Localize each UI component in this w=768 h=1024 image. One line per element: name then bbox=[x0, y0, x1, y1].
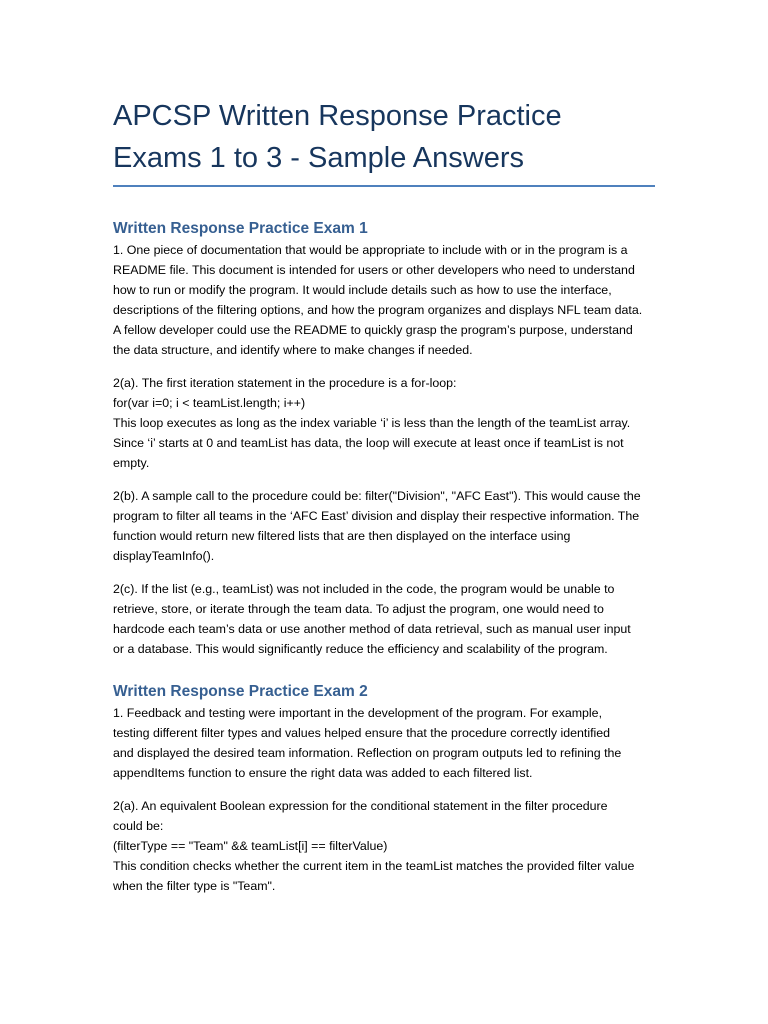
title-line: Exams 1 to 3 - Sample Answers bbox=[113, 142, 524, 174]
paragraph bbox=[113, 373, 655, 473]
text-line: program to filter all teams in the ‘AFC East’ division and display their respective information. The bbox=[113, 509, 640, 523]
text-line: descriptions of the filtering options, and how the program organizes and displays NFL team data. bbox=[113, 303, 643, 317]
text-line: the data structure, and identify where to make changes if needed. bbox=[113, 343, 473, 357]
text-line: 1. One piece of documentation that would be appropriate to include with or in the program is a bbox=[113, 243, 628, 257]
paragraph bbox=[113, 579, 655, 659]
text-line: README file. This document is intended for users or other developers who need to understand bbox=[113, 263, 635, 277]
text-line: Since ‘i’ starts at 0 and teamList has data, the loop will execute at least once if teamList is not bbox=[113, 436, 624, 450]
text-line: 1. Feedback and testing were important in the development of the program. For example, bbox=[113, 706, 603, 720]
paragraph bbox=[113, 486, 655, 566]
section-heading-exam-2: Written Response Practice Exam 2 bbox=[113, 683, 368, 700]
text-line: 2(a). An equivalent Boolean expression for the conditional statement in the filter procedure bbox=[113, 799, 608, 813]
text-line: when the filter type is "Team". bbox=[113, 879, 276, 893]
text-line: displayTeamInfo(). bbox=[113, 549, 215, 563]
code-line: for(var i=0; i < teamList.length; i++) bbox=[113, 396, 306, 410]
text-line: how to run or modify the program. It would include details such as how to use the interface, bbox=[113, 283, 612, 297]
paragraph bbox=[113, 796, 655, 896]
text-line: 2(c). If the list (e.g., teamList) was not included in the code, the program would be unable to bbox=[113, 582, 615, 596]
text-line: 2(a). The first iteration statement in the procedure is a for-loop: bbox=[113, 376, 457, 390]
section-heading-exam-1: Written Response Practice Exam 1 bbox=[113, 220, 368, 237]
text-line: retrieve, store, or iterate through the team data. To adjust the program, one would need to bbox=[113, 602, 604, 616]
text-line: testing different filter types and values helped ensure that the procedure correctly identified bbox=[113, 726, 611, 740]
text-line: 2(b). A sample call to the procedure could be: filter("Division", "AFC East"). This would cause the bbox=[113, 489, 641, 503]
text-line: This condition checks whether the current item in the teamList matches the provided filter value bbox=[113, 859, 635, 873]
text-line: hardcode each team’s data or use another method of data retrieval, such as manual user input bbox=[113, 622, 631, 636]
text-line: appendItems function to ensure the right data was added to each filtered list. bbox=[113, 766, 533, 780]
document-title bbox=[113, 95, 655, 179]
text-line: This loop executes as long as the index variable ‘i’ is less than the length of the teamList array. bbox=[113, 416, 631, 430]
text-line: could be: bbox=[113, 819, 164, 833]
text-line: A fellow developer could use the README to quickly grasp the program’s purpose, understand bbox=[113, 323, 633, 337]
title-divider bbox=[113, 185, 655, 187]
paragraph bbox=[113, 703, 655, 783]
title-line: APCSP Written Response Practice bbox=[113, 100, 562, 132]
code-line: (filterType == "Team" && teamList[i] == filterValue) bbox=[113, 839, 388, 853]
text-line: or a database. This would significantly reduce the efficiency and scalability of the program. bbox=[113, 642, 608, 656]
document-page bbox=[113, 95, 655, 896]
paragraph bbox=[113, 240, 655, 360]
text-line: empty. bbox=[113, 456, 150, 470]
text-line: and displayed the desired team information. Reflection on program outputs led to refining the bbox=[113, 746, 622, 760]
text-line: function would return new filtered lists that are then displayed on the interface using bbox=[113, 529, 571, 543]
